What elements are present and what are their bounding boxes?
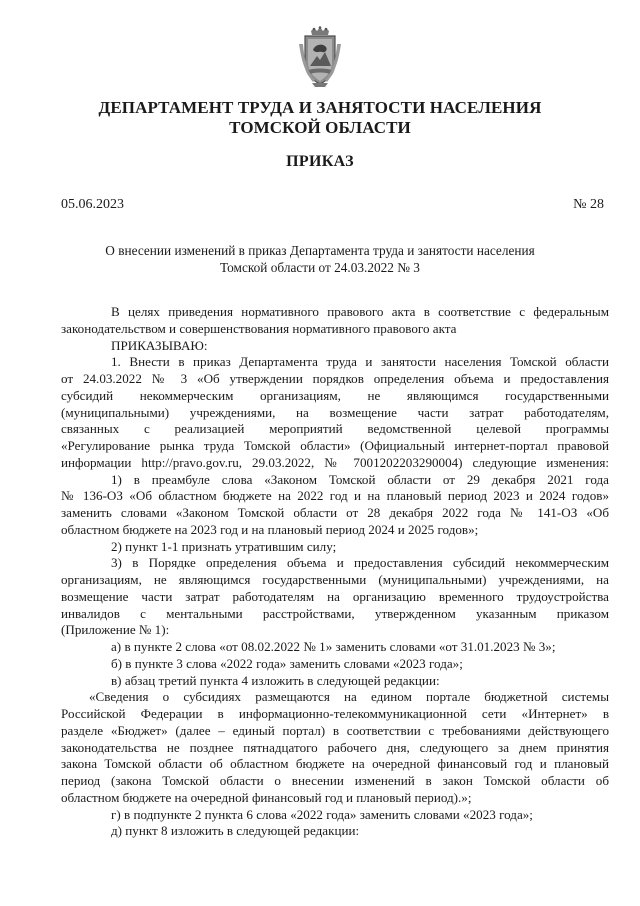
body-line: г) в подпункте 2 пункта 6 слова «2022 года» заменить словами «2023 года»;	[111, 806, 533, 822]
subject-line1: О внесении изменений в приказ Департамента труда и занятости населения	[105, 243, 535, 258]
body-line: В целях приведения нормативного правового акта в соответствие с федеральным	[111, 304, 609, 319]
body-line: д) пункт 8 изложить в следующей редакции:	[111, 823, 360, 839]
body-line: период (закона Томской области о внесении изменений в закон Томской области об	[61, 773, 609, 788]
body-line: информации http://pravo.gov.ru, 29.03.2022, № 7001202203290004) следующие изменения:	[61, 454, 609, 470]
body-line: от 24.03.2022 № 3 «Об утверждении порядков определения объема и предоставления	[61, 371, 609, 386]
body-line: 2) пункт 1-1 признать утратившим силу;	[111, 538, 337, 554]
body-line: № 136-ОЗ «Об областном бюджете на 2022 год и на плановый период 2023 и 2024 годов»	[61, 488, 609, 504]
body-line: субсидий некоммерческим организациям, не являющимся государственными	[61, 387, 609, 403]
body-line: организациям, не являющимся государственными (муниципальными) учреждениями, на	[61, 572, 609, 587]
department-name-line1: ДЕПАРТАМЕНТ ТРУДА И ЗАНЯТОСТИ НАСЕЛЕНИЯ	[98, 98, 542, 117]
subject-line2: Томской области от 24.03.2022 № 3	[220, 260, 420, 275]
body-line: законодательства не позднее пятнадцатого рабочего дня, следующего за днем принятия	[61, 739, 609, 755]
body-line: «Сведения о субсидиях размещаются на едином портале бюджетной системы	[89, 689, 609, 705]
body-line: а) в пункте 2 слова «от 08.02.2022 № 1» заменить словами «от 31.01.2023 № 3»;	[111, 639, 556, 654]
body-line: в) абзац третий пункта 4 изложить в следующей редакции:	[111, 672, 440, 688]
body-line: областном бюджете на очередной финансовый год и плановый период).»;	[61, 789, 472, 805]
body-line: связанных с реализацией мероприятий ведомственной целевой программы	[61, 421, 609, 437]
order-number: № 28	[573, 197, 604, 212]
body-line: 1) в преамбуле слова «Законом Томской области от 29 декабря 2021 года	[111, 471, 609, 487]
body-line: (Приложение № 1):	[61, 622, 170, 638]
tomsk-region-coat-of-arms-icon	[295, 26, 345, 88]
body-line: 3) в Порядке определения объема и предоставления субсидий некоммерческим	[111, 555, 609, 571]
body-line: б) в пункте 3 слова «2022 года» заменить словами «2023 года»;	[111, 655, 463, 671]
document-body	[61, 304, 609, 840]
department-name-line2: ТОМСКОЙ ОБЛАСТИ	[229, 118, 411, 137]
order-date: 05.06.2023	[61, 197, 124, 212]
body-line: Российской Федерации в информационно-телекоммуникационной сети «Интернет» в	[61, 706, 609, 721]
body-line: возмещение части затрат работодателям на организацию временного трудоустройства	[61, 588, 609, 604]
body-line: разделе «Бюджет» (далее – единый портал) в соответствии с требованиями действующего	[61, 722, 609, 738]
body-line: областном бюджете на 2023 год и на плановый период 2024 и 2025 годов»;	[61, 521, 479, 537]
body-line: «Регулирование рынка труда Томской области» (Официальный интернет-портал правовой	[61, 438, 609, 453]
body-line: заменить словами «Законом Томской области от 28 декабря 2022 года № 141-ОЗ «Об	[61, 505, 609, 520]
body-line: инвалидов с ментальными расстройствами, утвержденном указанным приказом	[61, 605, 609, 621]
body-line: ПРИКАЗЫВАЮ:	[111, 337, 208, 353]
document-type-title: ПРИКАЗ	[286, 153, 354, 170]
body-line: 1. Внести в приказ Департамента труда и занятости населения Томской области	[111, 354, 609, 370]
body-line: закона Томской области об областном бюджете на очередной финансовый год и плановый	[61, 756, 609, 772]
body-line: (муниципальными) учреждениями, на возмещение части затрат работодателям,	[61, 404, 609, 420]
body-line: законодательством и совершенствования нормативного правового акта	[61, 320, 457, 336]
